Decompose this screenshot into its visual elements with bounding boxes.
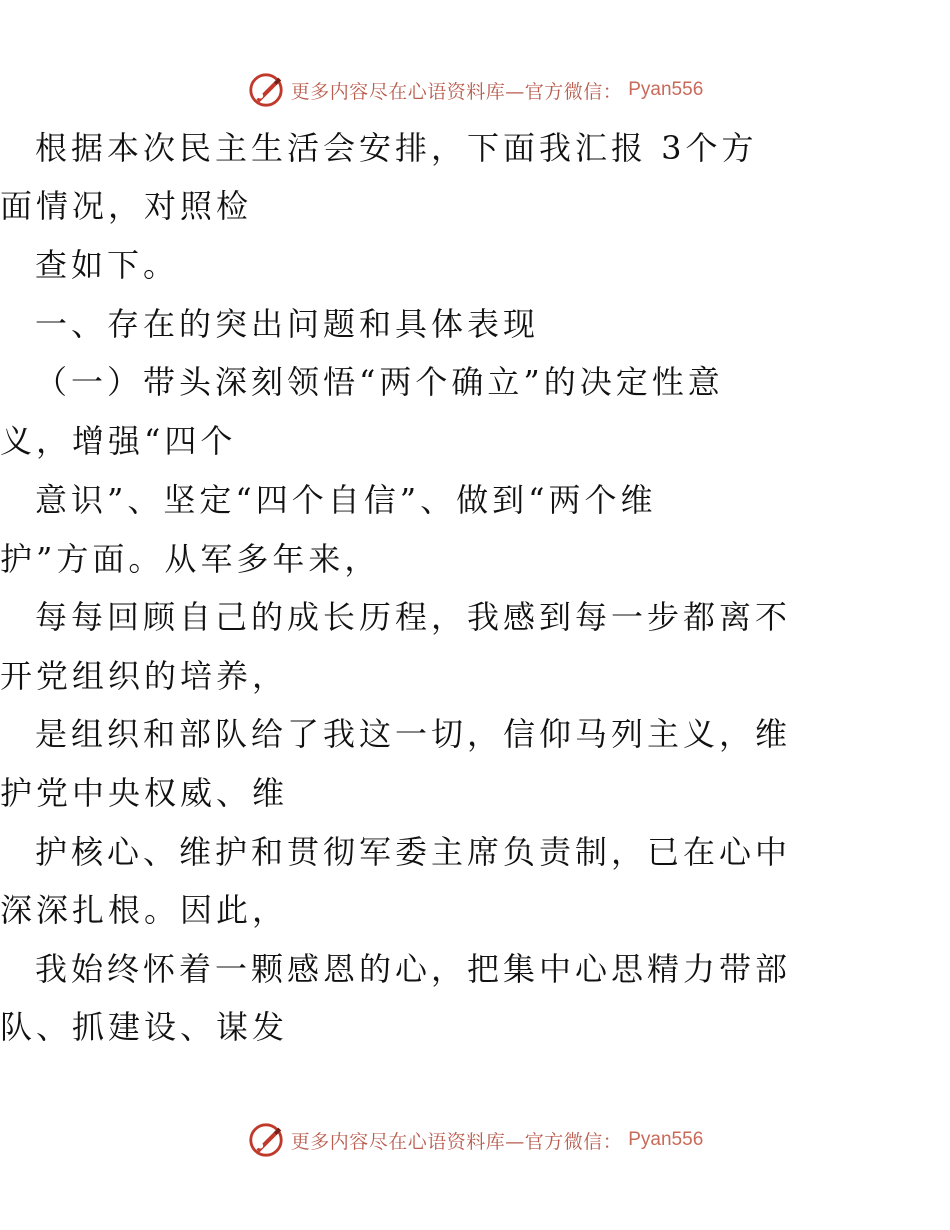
footer-banner-handle: Pyan556 [628, 1129, 704, 1150]
body-line: 开党组织的培养， [0, 657, 289, 695]
body-line: 是组织和部队给了我这一切，信仰马列主义，维 [35, 715, 792, 753]
header-banner-handle: Pyan556 [628, 79, 704, 100]
footer-banner [0, 1118, 950, 1162]
body-line: 每每回顾自己的成长历程，我感到每一步都离不 [35, 598, 792, 636]
footer-banner-text: 更多内容尽在心语资料库—官方微信： [290, 1130, 623, 1153]
body-line: 查如下。 [35, 246, 180, 284]
body-line: 义，增强“四个 [0, 422, 237, 460]
pen-logo-icon [247, 71, 285, 109]
body-line: 队、抓建设、谋发 [0, 1008, 289, 1046]
body-line: （一）带头深刻领悟“两个确立”的决定性意 [35, 363, 724, 401]
body-line: 根据本次民主生活会安排，下面我汇报 3个方 [35, 129, 758, 167]
body-line: 面情况，对照检 [0, 187, 253, 225]
body-line: 意识”、坚定“四个自信”、做到“两个维 [35, 481, 657, 519]
body-line: 护党中央权威、维 [0, 774, 289, 812]
body-line: 护核心、维护和贯彻军委主席负责制，已在心中 [35, 833, 792, 871]
body-line: 一、存在的突出问题和具体表现 [35, 305, 540, 343]
header-banner-text: 更多内容尽在心语资料库—官方微信： [290, 80, 623, 103]
body-line: 深深扎根。因此， [0, 891, 289, 929]
pen-logo-icon [247, 1121, 285, 1159]
body-line: 我始终怀着一颗感恩的心，把集中心思精力带部 [35, 950, 792, 988]
header-banner [0, 68, 950, 112]
body-line: 护”方面。从军多年来， [0, 540, 381, 578]
